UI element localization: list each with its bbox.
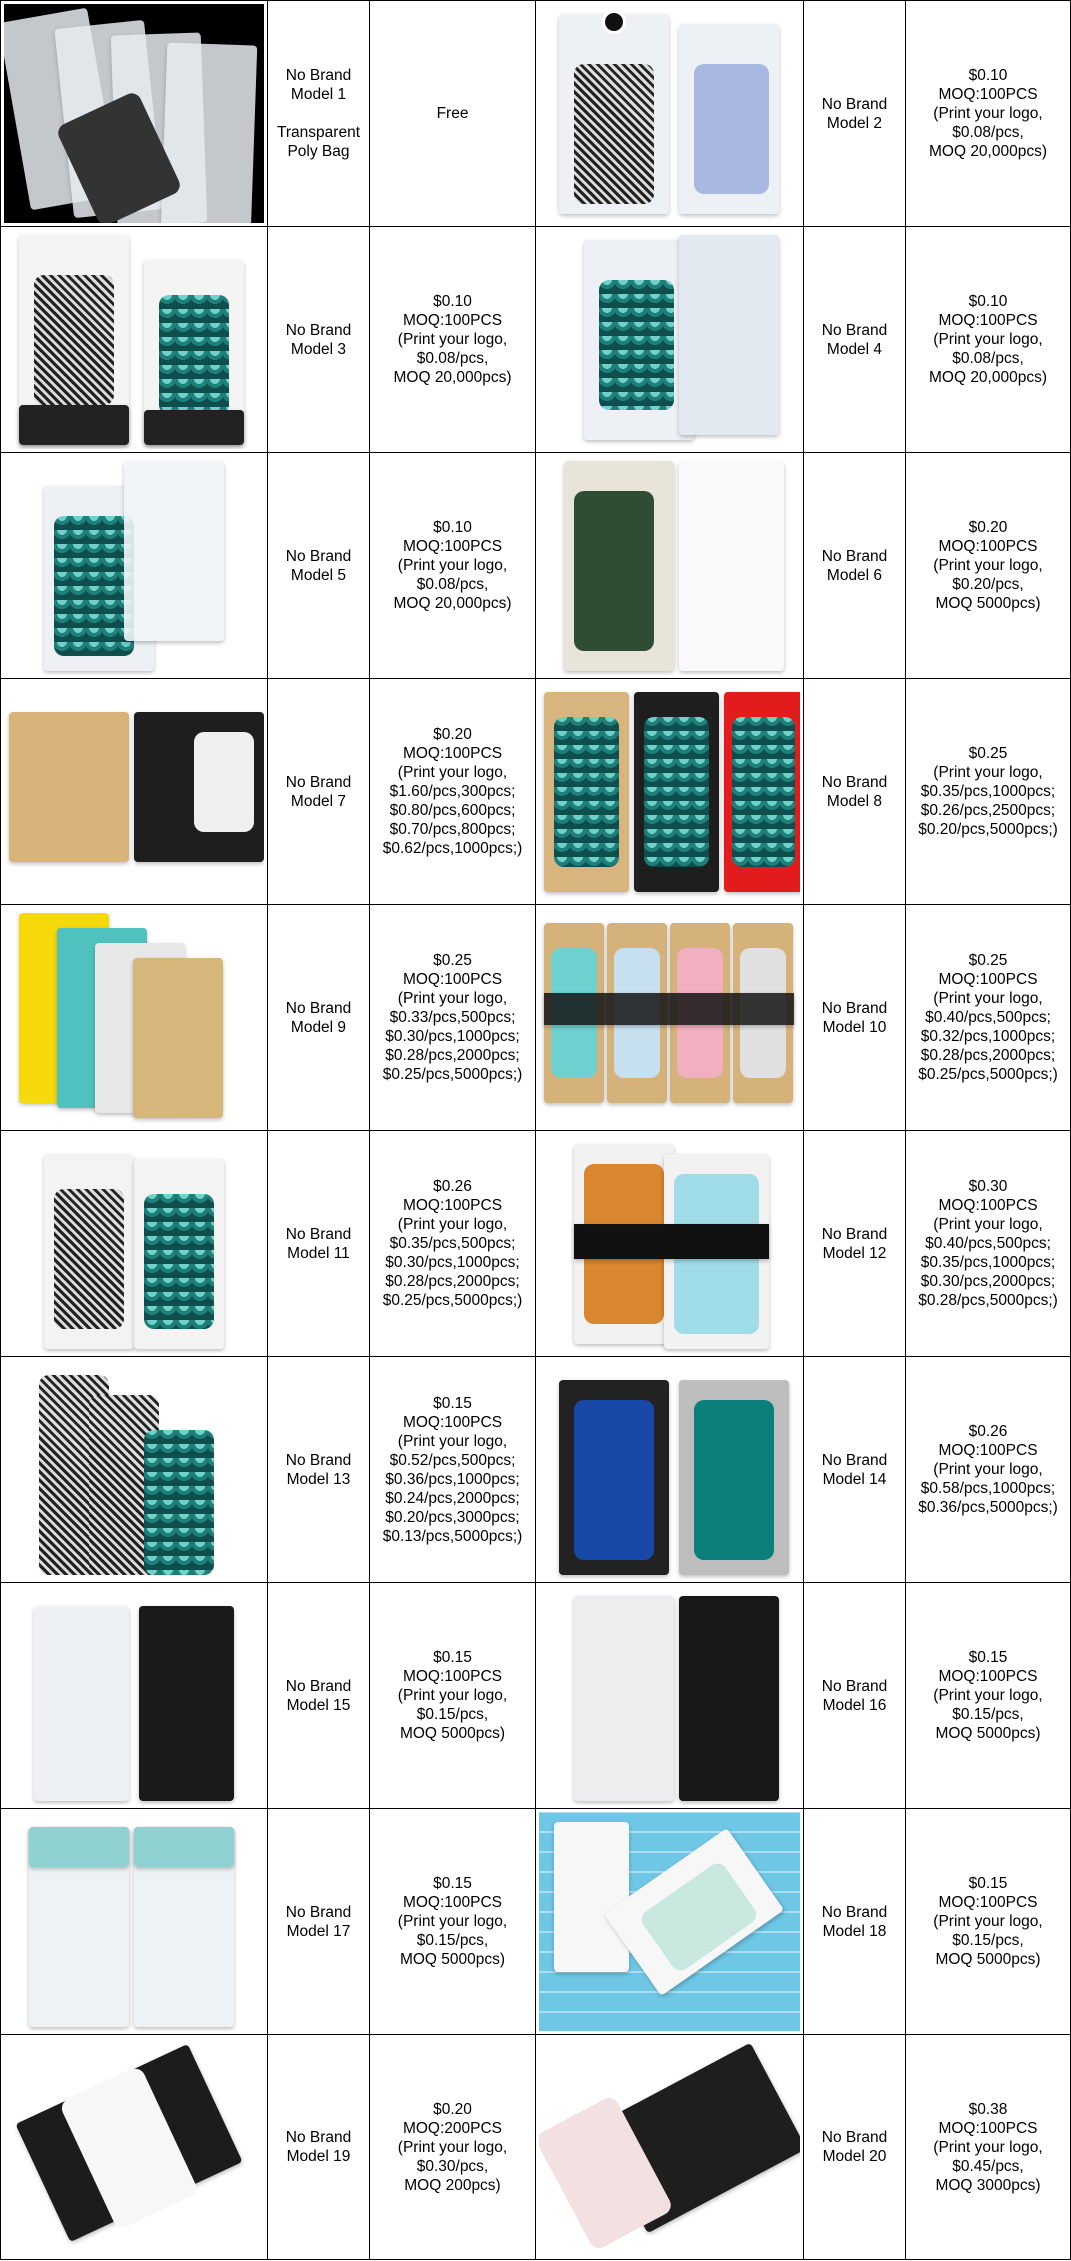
product-photo	[539, 230, 800, 449]
table-row	[0, 226, 1071, 452]
product-photo	[539, 1134, 800, 1353]
product-image-cell	[536, 1, 804, 226]
model-name: No Brand Model 16	[804, 1583, 906, 1808]
price-info: $0.20 MOQ:100PCS (Print your logo, $0.20/pcs, MOQ 5000pcs)	[906, 453, 1071, 678]
model-name: No Brand Model 7	[268, 679, 370, 904]
table-row	[0, 452, 1071, 678]
price-info: $0.25 MOQ:100PCS (Print your logo, $0.40/pcs,500pcs; $0.32/pcs,1000pcs; $0.28/pcs,2000pcs; $0.25/pcs,5000pcs;)	[906, 905, 1071, 1130]
window-box	[133, 958, 223, 1118]
table-row	[0, 1356, 1071, 1582]
model-name: No Brand Model 20	[804, 2035, 906, 2259]
price-info: $0.10 MOQ:100PCS (Print your logo, $0.08/pcs, MOQ 20,000pcs)	[906, 227, 1071, 452]
bag-bottom	[19, 405, 129, 445]
product-image-cell	[0, 453, 268, 678]
phone-case	[159, 295, 229, 415]
phone-case	[644, 717, 709, 867]
phone-case	[144, 1430, 214, 1575]
white-box	[554, 1822, 629, 1972]
box-top	[29, 1827, 129, 1867]
product-photo	[539, 1812, 800, 2031]
table-row	[0, 1582, 1071, 1808]
model-name: No Brand Model 9	[268, 905, 370, 1130]
bag-bottom	[144, 410, 244, 445]
model-name: No Brand Model 12	[804, 1131, 906, 1356]
price-info: $0.38 MOQ:100PCS (Print your logo, $0.45/pcs, MOQ 3000pcs)	[906, 2035, 1071, 2259]
model-name: No Brand Model 13	[268, 1357, 370, 1582]
phone-case	[694, 1400, 774, 1560]
price-info: $0.10 MOQ:100PCS (Print your logo, $0.08/pcs, MOQ 20,000pcs)	[906, 1, 1071, 226]
phone-case	[732, 717, 795, 867]
product-image-cell	[0, 1131, 268, 1356]
product-photo	[539, 1360, 800, 1579]
price-info: $0.15 MOQ:100PCS (Print your logo, $0.15/pcs, MOQ 5000pcs)	[906, 1583, 1071, 1808]
phone-case	[34, 275, 114, 405]
price-info: $0.20 MOQ:100PCS (Print your logo, $1.60/pcs,300pcs; $0.80/pcs,600pcs; $0.70/pcs,800pcs; $0.62/pcs,1000pcs;)	[370, 679, 536, 904]
product-photo	[539, 1586, 800, 1805]
clear-box	[34, 1606, 129, 1801]
product-image-cell	[536, 453, 804, 678]
product-image-cell	[536, 905, 804, 1130]
product-image-cell	[536, 1131, 804, 1356]
hang-hole	[602, 10, 626, 34]
model-name: No Brand Model 8	[804, 679, 906, 904]
phone-case	[574, 64, 654, 204]
product-photo	[4, 682, 264, 901]
poly-bag	[161, 42, 258, 223]
product-photo	[539, 908, 800, 1127]
product-image-cell	[536, 1583, 804, 1808]
phone-case	[554, 717, 619, 867]
table-row	[0, 904, 1071, 1130]
clear-box	[574, 1596, 674, 1801]
black-box	[139, 1606, 234, 1801]
product-photo	[4, 2038, 264, 2256]
product-photo	[4, 1134, 264, 1353]
phone-case	[574, 1400, 654, 1560]
product-image-cell	[0, 1809, 268, 2034]
product-photo	[539, 456, 800, 675]
model-name: No Brand Model 10	[804, 905, 906, 1130]
product-image-cell	[0, 679, 268, 904]
product-image-cell	[0, 905, 268, 1130]
product-image-cell	[536, 227, 804, 452]
model-name: No Brand Model 1 Transparent Poly Bag	[268, 1, 370, 226]
product-photo	[539, 4, 800, 223]
model-name: No Brand Model 2	[804, 1, 906, 226]
case-band	[574, 1224, 769, 1259]
product-image-cell	[536, 1809, 804, 2034]
product-image-cell	[0, 1, 268, 226]
price-info: $0.15 MOQ:100PCS (Print your logo, $0.15/pcs, MOQ 5000pcs)	[370, 1583, 536, 1808]
product-image-cell	[536, 2035, 804, 2259]
box	[679, 461, 784, 671]
kraft-drawer	[9, 712, 129, 862]
table-row	[0, 1130, 1071, 1356]
price-info: $0.15 MOQ:100PCS (Print your logo, $0.15/pcs, MOQ 5000pcs)	[370, 1809, 536, 2034]
product-photo	[4, 4, 264, 223]
hang-bag	[124, 461, 224, 641]
phone-case	[599, 280, 674, 410]
model-name: No Brand Model 4	[804, 227, 906, 452]
phone-case	[54, 516, 134, 656]
phone-case	[694, 64, 769, 194]
price-info: $0.25 (Print your logo, $0.35/pcs,1000pcs; $0.26/pcs,2500pcs; $0.20/pcs,5000pcs;)	[906, 679, 1071, 904]
price-info: $0.10 MOQ:100PCS (Print your logo, $0.08/pcs, MOQ 20,000pcs)	[370, 227, 536, 452]
product-image-cell	[536, 1357, 804, 1582]
price-info: $0.20 MOQ:200PCS (Print your logo, $0.30/pcs, MOQ 200pcs)	[370, 2035, 536, 2259]
product-photo	[4, 230, 264, 449]
table-row	[0, 1808, 1071, 2034]
price-info: $0.25 MOQ:100PCS (Print your logo, $0.33/pcs,500pcs; $0.30/pcs,1000pcs; $0.28/pcs,2000pcs; $0.25/pcs,5000pcs;)	[370, 905, 536, 1130]
case-band	[544, 993, 794, 1025]
model-name: No Brand Model 15	[268, 1583, 370, 1808]
product-photo	[4, 1812, 264, 2031]
model-name: No Brand Model 14	[804, 1357, 906, 1582]
price-info: $0.15 MOQ:100PCS (Print your logo, $0.15/pcs, MOQ 5000pcs)	[906, 1809, 1071, 2034]
model-name: No Brand Model 3	[268, 227, 370, 452]
product-image-cell	[0, 1583, 268, 1808]
product-image-cell	[0, 227, 268, 452]
product-photo	[539, 2038, 800, 2256]
price-info: $0.30 MOQ:100PCS (Print your logo, $0.40/pcs,500pcs; $0.35/pcs,1000pcs; $0.30/pcs,2000pcs; $0.28/pcs,5000pcs;)	[906, 1131, 1071, 1356]
box-top	[134, 1827, 234, 1867]
hang-bag	[679, 235, 779, 435]
table-row	[0, 678, 1071, 904]
model-name: No Brand Model 11	[268, 1131, 370, 1356]
price-info: $0.26 MOQ:100PCS (Print your logo, $0.58/pcs,1000pcs; $0.36/pcs,5000pcs;)	[906, 1357, 1071, 1582]
model-name: No Brand Model 5	[268, 453, 370, 678]
model-name: No Brand Model 18	[804, 1809, 906, 2034]
product-image-cell	[536, 679, 804, 904]
price-info: $0.26 MOQ:100PCS (Print your logo, $0.35/pcs,500pcs; $0.30/pcs,1000pcs; $0.28/pcs,2000pcs; $0.25/pcs,5000pcs;)	[370, 1131, 536, 1356]
model-name: No Brand Model 17	[268, 1809, 370, 2034]
phone-case	[54, 1189, 124, 1329]
product-photo	[539, 682, 800, 901]
table-row	[0, 0, 1071, 226]
phone-case	[574, 491, 654, 651]
product-image-cell	[0, 1357, 268, 1582]
price-info: Free	[370, 1, 536, 226]
phone-case	[144, 1194, 214, 1329]
price-info: $0.10 MOQ:100PCS (Print your logo, $0.08/pcs, MOQ 20,000pcs)	[370, 453, 536, 678]
table-row	[0, 2034, 1071, 2260]
model-name: No Brand Model 6	[804, 453, 906, 678]
black-box	[679, 1596, 779, 1801]
product-photo	[4, 908, 264, 1127]
model-name: No Brand Model 19	[268, 2035, 370, 2259]
price-info: $0.15 MOQ:100PCS (Print your logo, $0.52/pcs,500pcs; $0.36/pcs,1000pcs; $0.24/pcs,2000pcs; $0.20/pcs,3000pcs; $0.13/pcs,5000pcs;)	[370, 1357, 536, 1582]
product-photo	[4, 456, 264, 675]
phone-case	[194, 732, 254, 832]
product-photo	[4, 1586, 264, 1805]
product-image-cell	[0, 2035, 268, 2259]
product-photo	[4, 1360, 264, 1579]
